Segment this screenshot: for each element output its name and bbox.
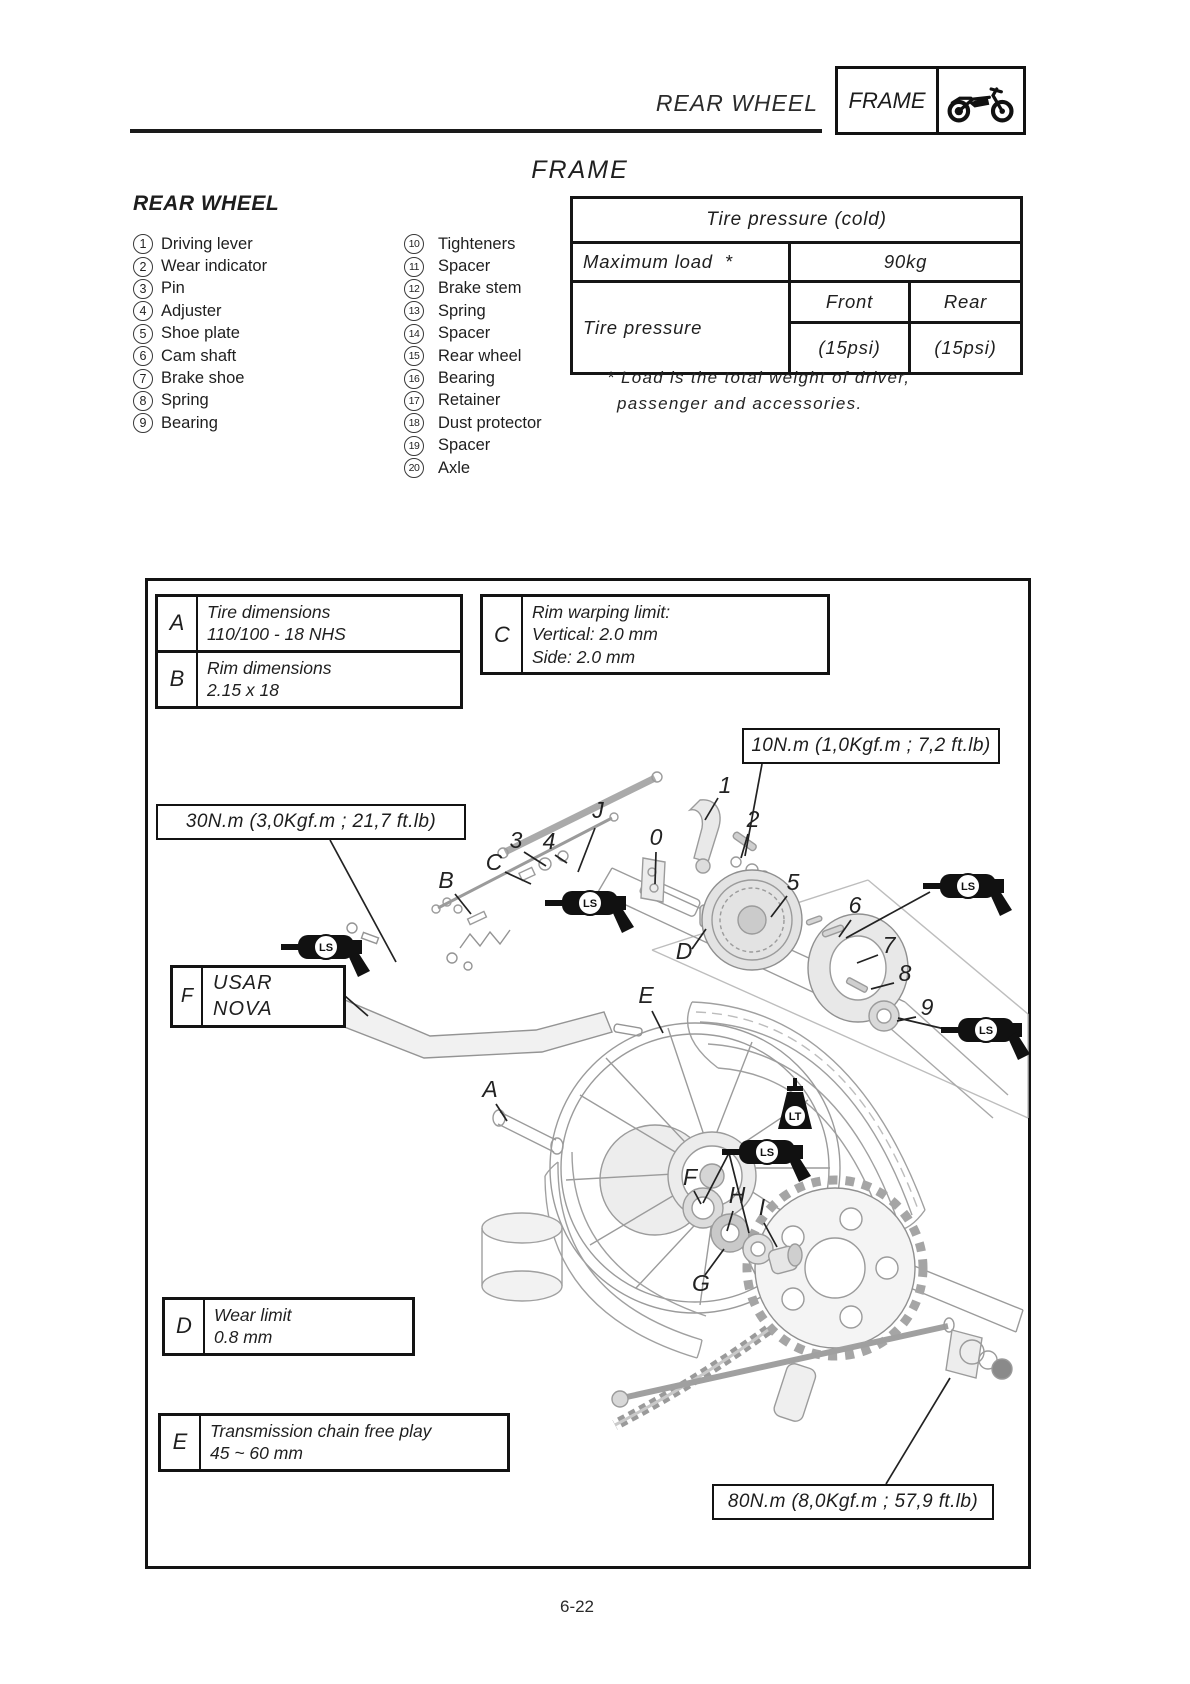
spec-content-d bbox=[205, 1300, 300, 1353]
diagram-label-C: C bbox=[485, 849, 503, 875]
lubrication-icon-label: LS bbox=[759, 1147, 775, 1159]
part-number-badge: 11 bbox=[404, 257, 424, 277]
part-number-badge: 8 bbox=[133, 391, 153, 411]
spec-row-c bbox=[483, 597, 827, 672]
leader-lines bbox=[330, 764, 950, 1484]
section-title: REAR WHEEL bbox=[133, 192, 280, 215]
part-label: Tighteners bbox=[438, 234, 516, 253]
grease-gun-icon bbox=[941, 1018, 1030, 1060]
diagram-label-3: 3 bbox=[509, 827, 523, 853]
part-label: Cam shaft bbox=[161, 346, 237, 365]
page-title: FRAME bbox=[531, 156, 629, 184]
part-number-badge: 15 bbox=[404, 346, 424, 366]
drive-chain bbox=[615, 1330, 768, 1425]
spec-a-line1: Tire dimensions bbox=[207, 602, 331, 622]
diagram-label-0: 0 bbox=[649, 824, 663, 850]
part-label: Driving lever bbox=[161, 234, 253, 253]
spec-letter-e: E bbox=[161, 1416, 201, 1469]
header-section-title: REAR WHEEL bbox=[655, 90, 818, 116]
part-number-badge: 16 bbox=[404, 369, 424, 389]
diagram-label-H: H bbox=[728, 1182, 746, 1208]
torque-callout: 80N.m (8,0Kgf.m ; 57,9 ft.lb) bbox=[712, 1484, 994, 1520]
part-number-badge: 13 bbox=[404, 301, 424, 321]
spec-table-rim-warping bbox=[480, 594, 830, 675]
part-number-badge: 3 bbox=[133, 279, 153, 299]
spec-table-wear-limit bbox=[162, 1297, 415, 1356]
spec-row-d bbox=[165, 1300, 412, 1353]
diagram-label-J: J bbox=[592, 797, 604, 823]
diagram-label-E: E bbox=[638, 982, 654, 1008]
spec-letter-f: F bbox=[173, 968, 203, 1025]
spec-row-e bbox=[161, 1416, 507, 1469]
torque-callout: 30N.m (3,0Kgf.m ; 21,7 ft.lb) bbox=[156, 804, 466, 840]
spec-b-line2: 2.15 x 18 bbox=[207, 680, 279, 701]
spec-content-f: USAR NOVA bbox=[213, 972, 273, 1020]
spec-b-line1: Rim dimensions bbox=[207, 657, 332, 678]
tire-pressure-row-label: Tire pressure bbox=[572, 282, 790, 374]
max-load-value: 90kg bbox=[790, 243, 1022, 282]
part-number-badge: 14 bbox=[404, 324, 424, 344]
diagram-label-G: G bbox=[692, 1270, 710, 1296]
spec-e-line1: Transmission chain free play bbox=[210, 1421, 432, 1441]
rear-pressure-value: (15psi) bbox=[910, 323, 1022, 374]
spec-d-line1: Wear limit bbox=[214, 1305, 292, 1325]
spec-letter-c: C bbox=[483, 597, 523, 672]
footnote-star: * bbox=[724, 251, 733, 272]
front-column-header: Front bbox=[790, 282, 910, 323]
page-number: 6-22 bbox=[559, 1597, 595, 1616]
footnote-line-1: * Load is the total weight of driver, bbox=[607, 368, 911, 387]
spec-box-usar-nova bbox=[170, 965, 346, 1028]
diagram-label-9: 9 bbox=[920, 994, 934, 1020]
spec-letter-b: B bbox=[158, 653, 198, 706]
lubrication-icon-label: LS bbox=[960, 881, 976, 893]
spec-table-tire-rim bbox=[155, 594, 463, 709]
part-number-badge: 19 bbox=[404, 436, 424, 456]
part-label: Spring bbox=[438, 301, 486, 320]
diagram-label-2: 2 bbox=[746, 806, 760, 832]
part-label: Bearing bbox=[161, 413, 218, 432]
part-number-badge: 4 bbox=[133, 301, 153, 321]
part-label: Wear indicator bbox=[161, 257, 268, 276]
spec-c-line3: Side: 2.0 mm bbox=[532, 646, 636, 667]
diagram-label-8: 8 bbox=[898, 960, 912, 986]
spec-a-line2: 110/100 - 18 NHS bbox=[207, 624, 346, 645]
part-label: Rear wheel bbox=[438, 346, 522, 365]
part-label: Dust protector bbox=[438, 413, 542, 432]
spec-d-line2: 0.8 mm bbox=[214, 1327, 273, 1348]
spec-content-b bbox=[198, 653, 340, 706]
spec-e-line2: 45 ~ 60 mm bbox=[210, 1443, 303, 1464]
diagram-label-6: 6 bbox=[848, 892, 862, 918]
part-number-badge: 1 bbox=[133, 234, 153, 254]
lubrication-icon-label: LS bbox=[582, 898, 598, 910]
part-number-badge: 17 bbox=[404, 391, 424, 411]
part-number-badge: 18 bbox=[404, 413, 424, 433]
part-number-badge: 9 bbox=[133, 413, 153, 433]
spec-row-b bbox=[158, 650, 460, 706]
max-load-label: Maximum load * bbox=[572, 243, 790, 282]
diagram-label-D: D bbox=[675, 938, 693, 964]
spec-row-a bbox=[158, 597, 460, 650]
part-number-badge: 5 bbox=[133, 324, 153, 344]
diagram-label-7: 7 bbox=[882, 932, 896, 958]
spec-c-line2: Vertical: 2.0 mm bbox=[532, 624, 658, 645]
part-number-badge: 20 bbox=[404, 458, 424, 478]
spec-table-chain-free-play bbox=[158, 1413, 510, 1472]
part-label: Spacer bbox=[438, 436, 491, 455]
lubrication-icon-label: LS bbox=[318, 942, 334, 954]
lubrication-icon-label: LS bbox=[978, 1025, 994, 1037]
part-label: Adjuster bbox=[161, 301, 222, 320]
part-label: Retainer bbox=[438, 391, 501, 410]
part-label: Pin bbox=[161, 279, 185, 298]
spec-content-e bbox=[201, 1416, 440, 1469]
tire-table-title: Tire pressure (cold) bbox=[572, 198, 1022, 243]
diagram-label-B: B bbox=[438, 867, 454, 893]
torque-callout: 10N.m (1,0Kgf.m ; 7,2 ft.lb) bbox=[742, 728, 1000, 764]
diagram-label-1: 1 bbox=[718, 772, 732, 798]
spec-row-f bbox=[173, 968, 343, 1025]
part-label: Axle bbox=[438, 458, 471, 477]
part-label: Spacer bbox=[438, 324, 491, 343]
frame-tab-label: FRAME bbox=[838, 69, 939, 132]
part-number-badge: 12 bbox=[404, 279, 424, 299]
spec-content-a bbox=[198, 597, 355, 650]
part-number-badge: 6 bbox=[133, 346, 153, 366]
lubrication-icon-label: LT bbox=[788, 1111, 802, 1123]
diagram-label-I: I bbox=[758, 1194, 766, 1220]
grease-gun-icon bbox=[545, 891, 634, 933]
spec-c-line1: Rim warping limit: bbox=[532, 602, 671, 622]
part-label: Bearing bbox=[438, 369, 495, 388]
diagram-label-F: F bbox=[682, 1164, 698, 1190]
front-pressure-value: (15psi) bbox=[790, 323, 910, 374]
diagram-label-4: 4 bbox=[542, 828, 556, 854]
part-label: Brake shoe bbox=[161, 369, 245, 388]
footnote-line-2: passenger and accessories. bbox=[617, 394, 863, 414]
part-label: Brake stem bbox=[438, 279, 522, 298]
diagram-label-5: 5 bbox=[786, 869, 800, 895]
part-label: Shoe plate bbox=[161, 324, 240, 343]
part-number-badge: 2 bbox=[133, 257, 153, 277]
rear-column-header: Rear bbox=[910, 282, 1022, 323]
grease-gun-icon bbox=[923, 874, 1012, 916]
rear-sprocket bbox=[747, 1180, 923, 1423]
diagram-label-A: A bbox=[482, 1076, 498, 1102]
spec-letter-d: D bbox=[165, 1300, 205, 1353]
part-label: Spacer bbox=[438, 257, 491, 276]
part-number-badge: 10 bbox=[404, 234, 424, 254]
spec-content-c bbox=[523, 597, 679, 672]
part-label: Spring bbox=[161, 391, 209, 410]
spec-letter-a: A bbox=[158, 597, 198, 650]
part-number-badge: 7 bbox=[133, 369, 153, 389]
